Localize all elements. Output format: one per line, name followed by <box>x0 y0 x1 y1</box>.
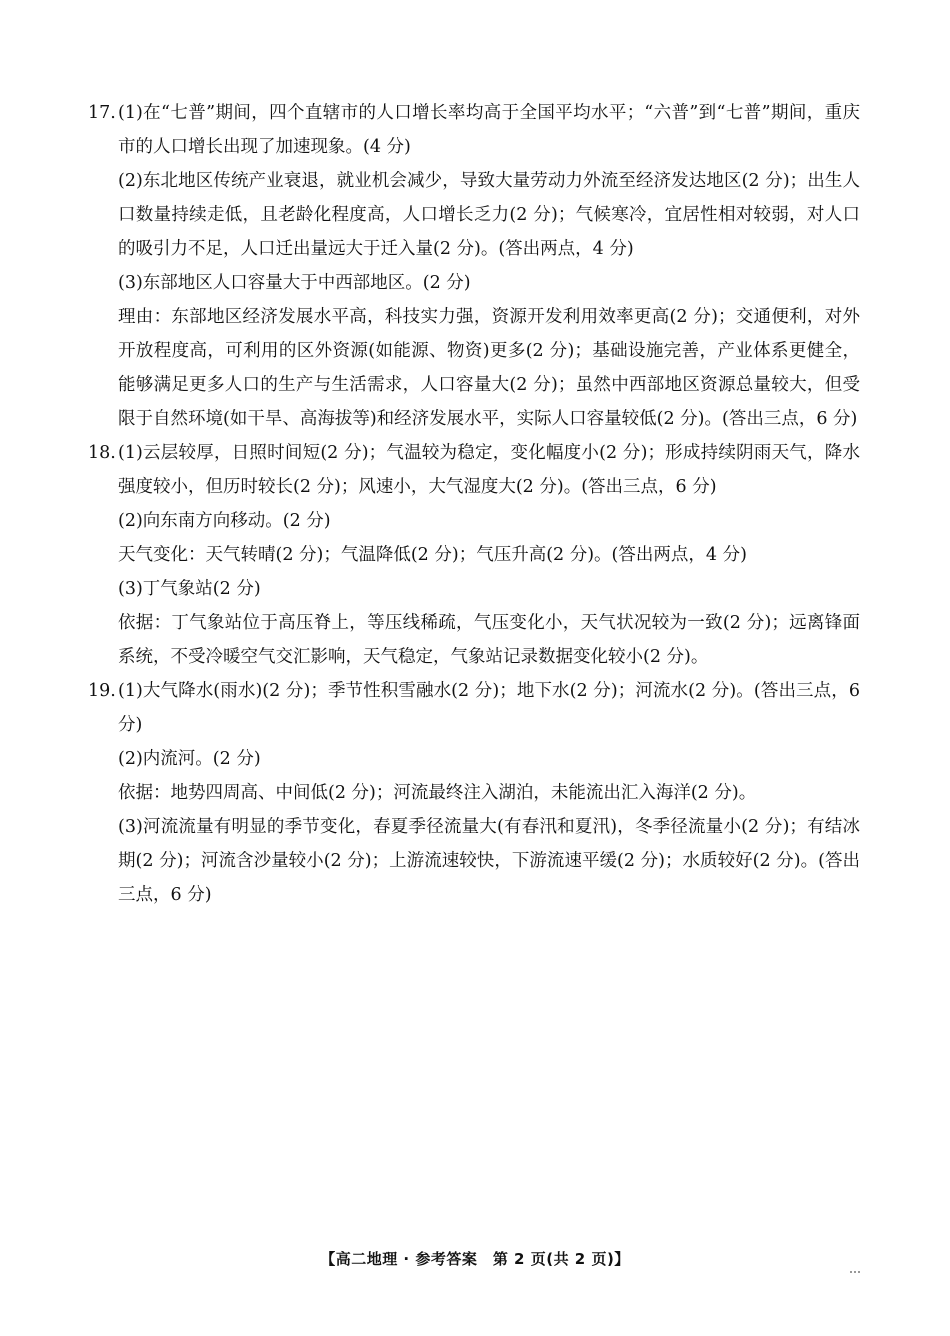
answer-list <box>88 96 860 912</box>
answer-paragraph: 依据：丁气象站位于高压脊上，等压线稀疏，气压变化小，天气状况较为一致(2 分)；远离锋面系统，不受冷暖空气交汇影响，天气稳定，气象站记录数据变化较小(2 分)。 <box>118 613 860 667</box>
question-number: 19. <box>88 681 116 701</box>
question-number: 17. <box>88 103 116 123</box>
dot <box>850 1271 852 1273</box>
answer-paragraph: (3)丁气象站(2 分) <box>118 579 261 599</box>
answer-paragraph: 天气变化：天气转晴(2 分)；气温降低(2 分)；气压升高(2 分)。(答出两点，4 分) <box>118 545 747 565</box>
answer-paragraph: (2)内流河。(2 分) <box>118 749 261 769</box>
question-18 <box>88 436 860 674</box>
answer-paragraph: (1)云层较厚，日照时间短(2 分)；气温较为稳定，变化幅度小(2 分)；形成持续阴雨天气，降水强度较小，但历时较长(2 分)；风速小，大气湿度大(2 分)。(答出三点，6 分) <box>118 443 860 497</box>
question-number: 18. <box>88 443 116 463</box>
answer-paragraph: 理由：东部地区经济发展水平高，科技实力强，资源开发利用效率更高(2 分)；交通便利，对外开放程度高，可利用的区外资源(如能源、物资)更多(2 分)；基础设施完善，产业体系更健全，能够满足更多人口的生产与生活需求，人口容量大(2 分)；虽然中西部地区资源总量较大，但受限于自然环境(如干旱、高海拔等)和经济发展水平，实际人口容量较低(2 分)。(答出三点，6 分) <box>118 307 860 429</box>
answer-paragraph: (1)大气降水(雨水)(2 分)；季节性积雪融水(2 分)；地下水(2 分)；河流水(2 分)。(答出三点，6 分) <box>118 681 860 735</box>
question-17 <box>88 96 860 436</box>
page-footer: 【高二地理 · 参考答案 第 2 页(共 2 页)】 <box>320 1250 630 1268</box>
answer-paragraph: 依据：地势四周高、中间低(2 分)；河流最终注入湖泊，未能流出汇入海洋(2 分)。 <box>118 783 757 803</box>
dot <box>854 1271 856 1273</box>
answer-paragraph: (2)东北地区传统产业衰退，就业机会减少，导致大量劳动力外流至经济发达地区(2 分)；出生人口数量持续走低，且老龄化程度高，人口增长乏力(2 分)；气候寒冷，宜居性相对较弱，对人口的吸引力不足，人口迁出量远大于迁入量(2 分)。(答出两点，4 分) <box>118 171 860 259</box>
answer-paragraph: (3)东部地区人口容量大于中西部地区。(2 分) <box>118 273 471 293</box>
answer-paragraph: (2)向东南方向移动。(2 分) <box>118 511 331 531</box>
scan-dots-mark <box>850 1258 864 1262</box>
dot <box>858 1271 860 1273</box>
question-19 <box>88 674 860 912</box>
answer-paragraph: (1)在“七普”期间，四个直辖市的人口增长率均高于全国平均水平；“六普”到“七普”期间，重庆市的人口增长出现了加速现象。(4 分) <box>118 103 860 157</box>
answer-paragraph: (3)河流流量有明显的季节变化，春夏季径流量大(有春汛和夏汛)，冬季径流量小(2 分)；有结冰期(2 分)；河流含沙量较小(2 分)；上游流速较快，下游流速平缓(2 分)；水质较好(2 分)。(答出三点，6 分) <box>118 817 860 905</box>
